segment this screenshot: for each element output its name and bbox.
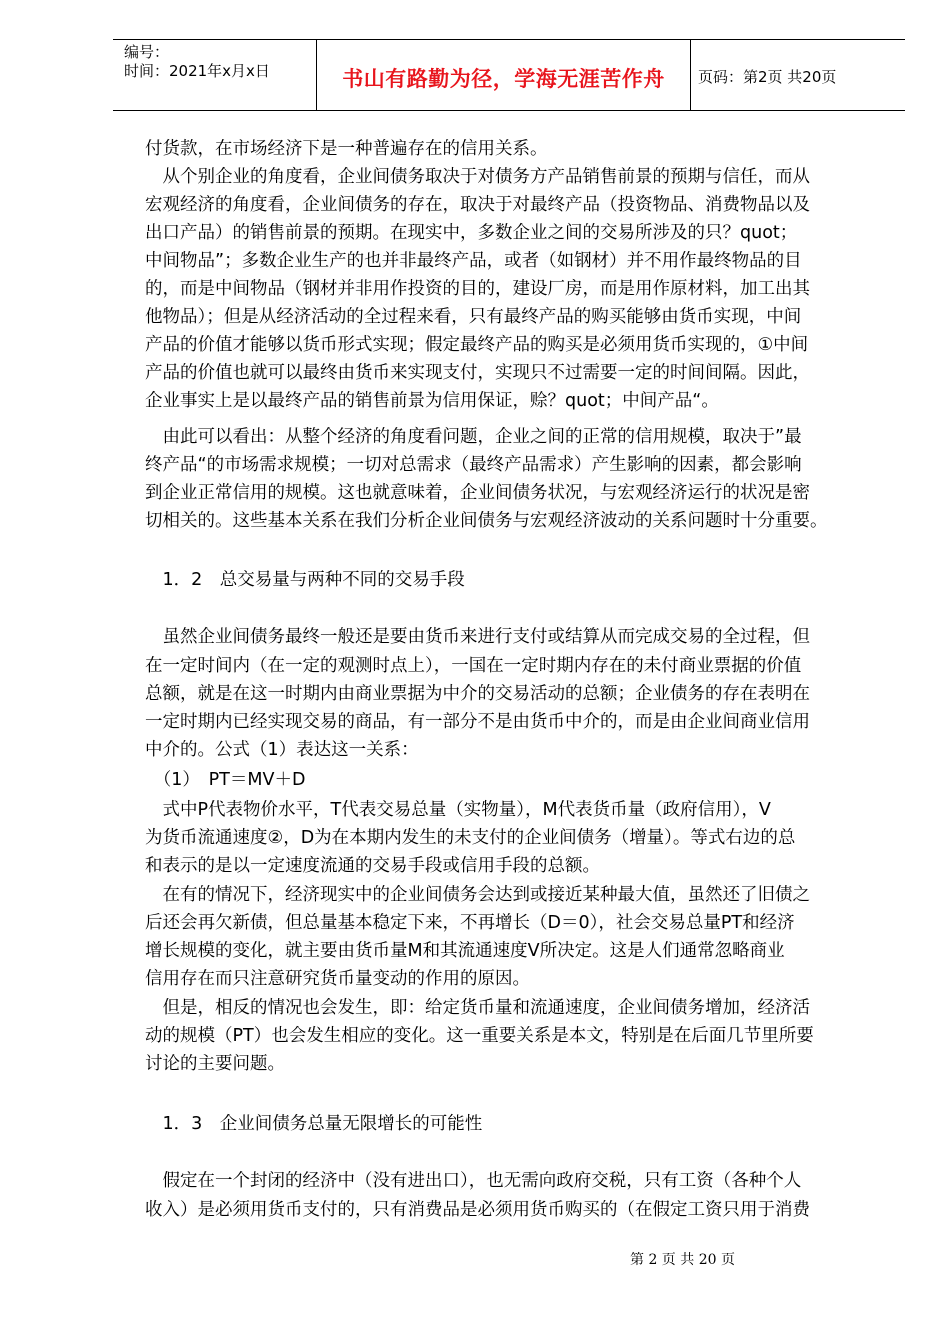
text-line: 动的规模（PT）也会发生相应的变化。这一重要关系是本文，特别是在后面几节里所要 — [145, 1026, 814, 1046]
header-table — [113, 39, 905, 111]
text-line: 从个别企业的角度看，企业间债务取决于对债务方产品销售前景的预期与信任，而从 — [145, 167, 810, 187]
text-line: 终产品“的市场需求规模；一切对总需求（最终产品需求）产生影响的因素，都会影响 — [145, 455, 802, 475]
time-label: 时间：2021年x月x日 — [124, 62, 270, 80]
text-line: 一定时期内已经实现交易的商品，有一部分不是由货币中介的，而是由企业间商业信用 — [145, 712, 810, 732]
text-line: 在一定时间内（在一定的观测时点上），一国在一定时期内存在的未付商业票据的价值 — [145, 656, 802, 676]
text-line: 由此可以看出：从整个经济的角度看问题，企业之间的正常的信用规模，取决于”最 — [145, 427, 802, 447]
text-line: 产品的价值才能够以货币形式实现；假定最终产品的购买是必须用货币实现的，①中间 — [145, 335, 809, 355]
text-line: 信用存在而只注意研究货币量变动的作用的原因。 — [145, 969, 530, 989]
text-line: 在有的情况下，经济现实中的企业间债务会达到或接近某种最大值，虽然还了旧债之 — [145, 885, 810, 905]
text-line: 假定在一个封闭的经济中（没有进出口），也无需向政府交税，只有工资（各种个人 — [145, 1171, 802, 1191]
text-line: 中介的。公式（1）表达这一关系： — [145, 740, 419, 760]
section-heading: 1．2 总交易量与两种不同的交易手段 — [145, 570, 465, 590]
formula-line: （1） PT＝MV＋D — [145, 770, 306, 790]
text-line: 宏观经济的角度看，企业间债务的存在，取决于对最终产品（投资物品、消费物品以及 — [145, 195, 810, 215]
motto-text: 书山有路勤为径，学海无涯苦作舟 — [342, 67, 665, 91]
text-line: 收入）是必须用货币支付的，只有消费品是必须用货币购买的（在假定工资只用于消费 — [145, 1200, 810, 1220]
text-line: 产品的价值也就可以最终由货币来实现支付，实现只不过需要一定的时间间隔。因此， — [145, 363, 810, 383]
text-line: 后还会再欠新债，但总量基本稳定下来，不再增长（D＝0），社会交易总量PT和经济 — [145, 913, 795, 933]
text-line: 企业事实上是以最终产品的销售前景为信用保证，赊？quot；中间产品“。 — [145, 391, 719, 411]
section-heading: 1．3 企业间债务总量无限增长的可能性 — [145, 1114, 483, 1134]
text-line: 到企业正常信用的规模。这也就意味着，企业间债务状况，与宏观经济运行的状况是密 — [145, 483, 810, 503]
code-label: 编号： — [124, 43, 170, 61]
header-page-cell — [690, 40, 905, 110]
text-line: 的，而是中间物品（钢材并非用作投资的目的，建设厂房，而是用作原材料，加工出其 — [145, 279, 810, 299]
text-line: 切相关的。这些基本关系在我们分析企业间债务与宏观经济波动的关系问题时十分重要。 — [145, 511, 828, 531]
text-line: 付货款，在市场经济下是一种普遍存在的信用关系。 — [145, 139, 548, 159]
text-line: 他物品）；但是从经济活动的全过程来看，只有最终产品的购买能够由货币实现，中间 — [145, 307, 802, 327]
text-line: 总额，就是在这一时期内由商业票据为中介的交易活动的总额；企业债务的存在表明在 — [145, 684, 810, 704]
text-line: 但是，相反的情况也会发生，即：给定货币量和流通速度，企业间债务增加，经济活 — [145, 998, 810, 1018]
text-line: 出口产品）的销售前景的预期。在现实中，多数企业之间的交易所涉及的只？quot； — [145, 223, 798, 243]
text-line: 为货币流通速度②，D为在本期内发生的未支付的企业间债务（增量）。等式右边的总 — [145, 828, 796, 848]
page-footer: 第 2 页 共 20 页 — [630, 1252, 735, 1268]
header-motto-cell — [316, 40, 691, 110]
header-info-cell — [113, 40, 316, 110]
page-label: 页码：第2页 共20页 — [698, 68, 837, 86]
text-line: 中间物品”；多数企业生产的也并非最终产品，或者（如钢材）并不用作最终物品的目 — [145, 251, 802, 271]
text-line: 讨论的主要问题。 — [145, 1054, 285, 1074]
text-line: 虽然企业间债务最终一般还是要由货币来进行支付或结算从而完成交易的全过程，但 — [145, 627, 810, 647]
text-line: 和表示的是以一定速度流通的交易手段或信用手段的总额。 — [145, 856, 600, 876]
text-line: 增长规模的变化，就主要由货币量M和其流通速度V所决定。这是人们通常忽略商业 — [145, 941, 785, 961]
text-line: 式中P代表物价水平，T代表交易总量（实物量），M代表货币量（政府信用），V — [145, 800, 771, 820]
